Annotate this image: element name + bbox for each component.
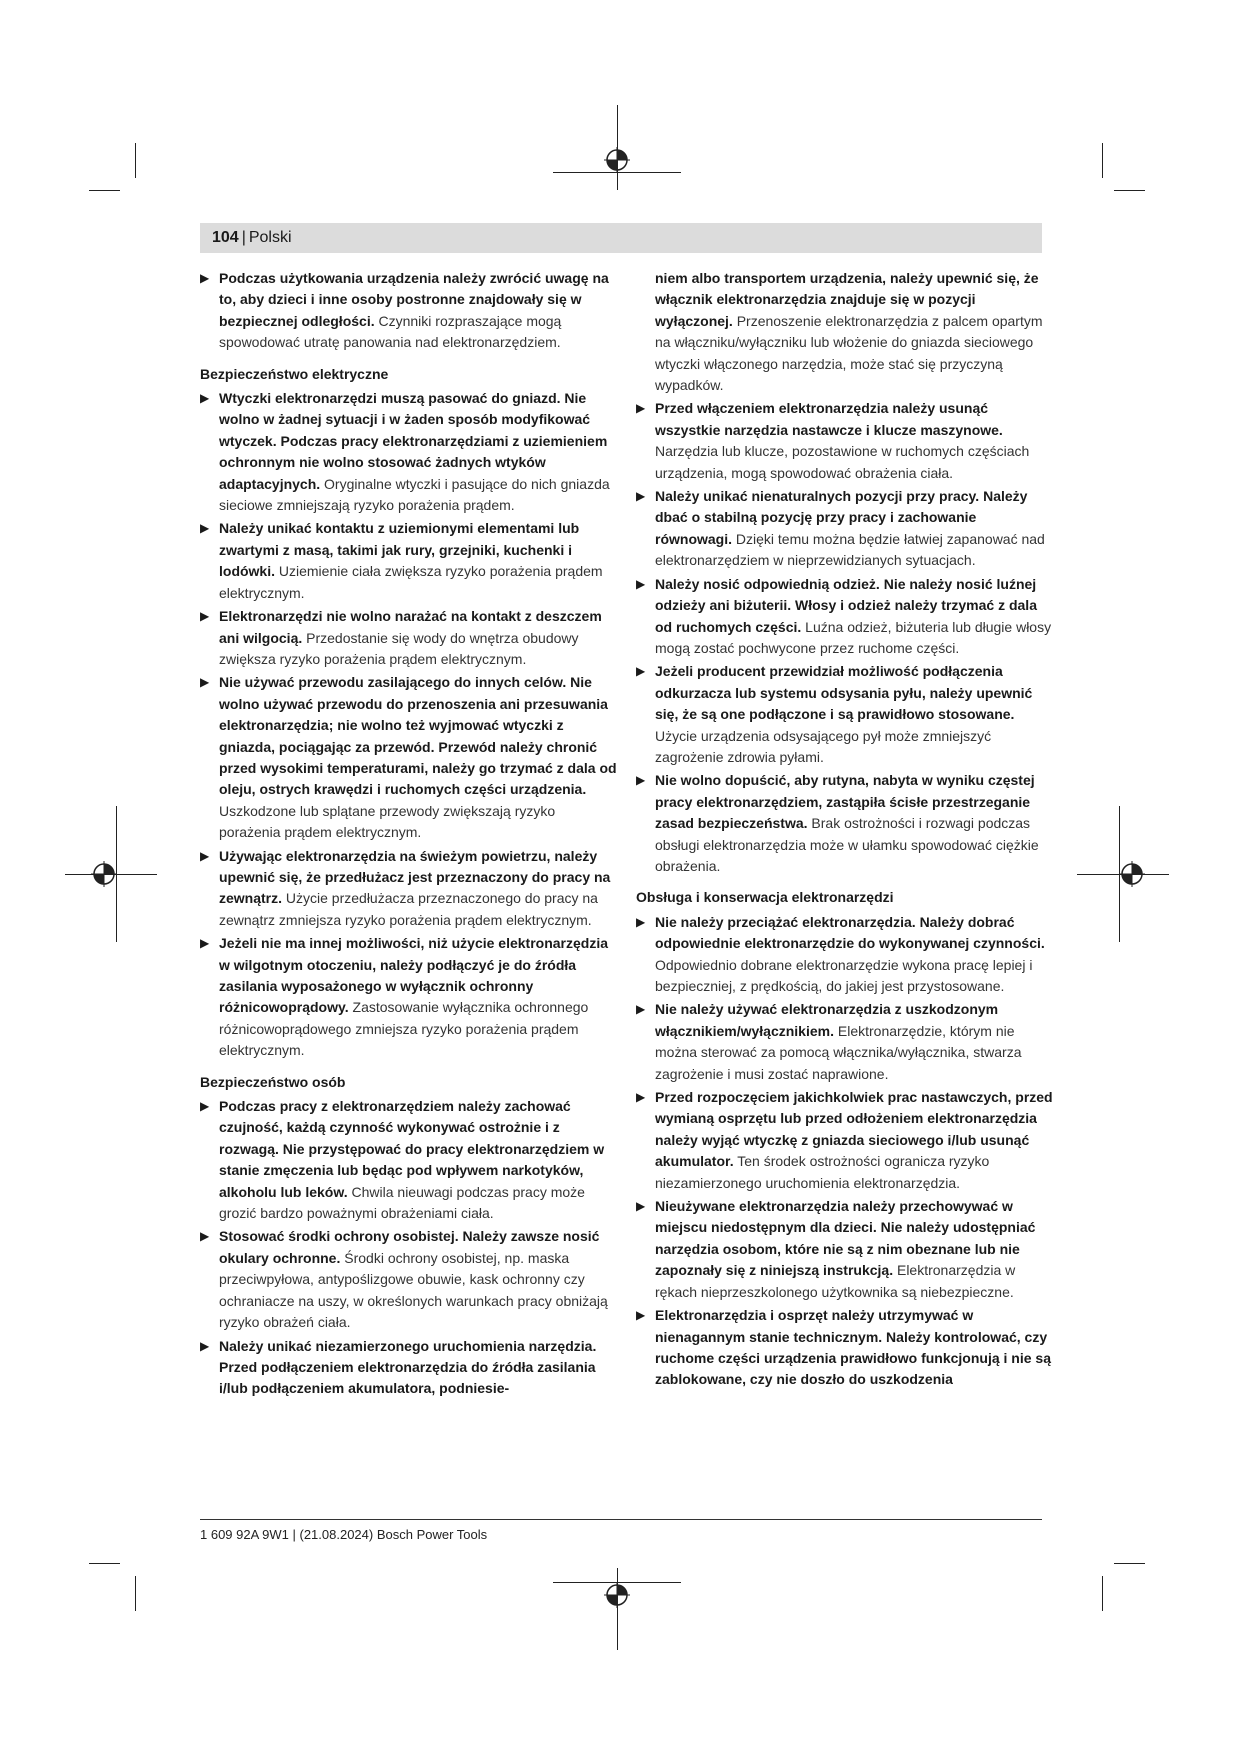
bullet-triangle-icon: ▶ <box>200 1229 210 1244</box>
bullet-triangle-icon: ▶ <box>636 489 646 504</box>
crop-mark-top-right-h <box>1114 190 1145 191</box>
crop-mark-bottom-right-h <box>1114 1563 1145 1564</box>
bullet-triangle-icon: ▶ <box>636 914 646 929</box>
safety-item <box>200 1226 618 1333</box>
safety-item-bold: Należy unikać nienaturalnych pozycji przy pracy. Należy dbać o stabilną pozycję przy pracy i zachowanie równowagi. <box>655 488 1028 547</box>
safety-item <box>636 912 1054 998</box>
safety-item <box>636 1196 1054 1303</box>
page-footer: 1 609 92A 9W1 | (21.08.2024) Bosch Power Tools <box>200 1527 488 1542</box>
registration-line-bottom-v <box>617 1568 618 1650</box>
registration-target-icon <box>91 861 117 887</box>
bullet-triangle-icon: ▶ <box>636 1002 646 1017</box>
safety-item <box>200 846 618 932</box>
page-number: 104 <box>212 229 239 246</box>
bullet-triangle-icon: ▶ <box>200 609 210 624</box>
safety-item-bold: Nie należy przeciążać elektronarzędzia. Należy dobrać odpowiednie elektronarzędzie do wykonywanej czynności. <box>655 913 1045 952</box>
crop-mark-bottom-right-v <box>1102 1576 1103 1611</box>
bullet-triangle-icon: ▶ <box>200 521 210 536</box>
safety-item <box>636 1087 1054 1194</box>
bullet-triangle-icon: ▶ <box>200 936 210 951</box>
safety-item-text: Przedostanie się wody do wnętrza obudowy zwiększa ryzyko porażenia prądem elektrycznym. <box>219 629 579 667</box>
safety-item-text: Oryginalne wtyczki i pasujące do nich gniazda sieciowe zmniejszają ryzyko porażenia prądem. <box>219 475 610 514</box>
safety-item-text: Użycie urządzenia odsysającego pył może zmniejszyć zagrożenie zdrowia pyłami. <box>655 727 992 765</box>
safety-item-bold: Należy unikać niezamierzonego uruchomienia narzędzia. Przed podłączeniem elektronarzędzia do źródła zasilania i/lub podłączeniem akumulatora, podniesie- <box>219 1337 597 1397</box>
right-column <box>636 268 1054 1393</box>
safety-item-bold: Elektronarzędzia i osprzęt należy utrzymywać w nienagannym stanie technicznym. Należy kontrolować, czy ruchome części urządzenia prawidłowo funkcjonują i nie są zablokowane, czy nie doszło do uszkodzenia <box>655 1307 1051 1388</box>
header-separator: | <box>241 229 246 246</box>
safety-item <box>200 388 618 516</box>
safety-item-text: Odpowiednio dobrane elektronarzędzie wykona pracę lepiej i bezpieczniej, z prędkością, do jakiej jest przystosowane. <box>655 956 1033 994</box>
safety-item-bold: Nie należy używać elektronarzędzia z uszkodzonym włącznikiem/wyłącznikiem. <box>655 1001 999 1039</box>
safety-item-bold: niem albo transportem urządzenia, należy upewnić się, że włącznik elektronarzędzia znajduje się w pozycji wyłączonej. <box>655 270 1039 329</box>
safety-item-bold: Przed rozpoczęciem jakichkolwiek prac nastawczych, przed wymianą osprzętu lub przed odłożeniem elektronarzędzia należy wyjąć wtyczkę z gniazda sieciowego i/lub usunąć akumulator. <box>655 1089 1053 1170</box>
safety-item-bold: Podczas użytkowania urządzenia należy zwrócić uwagę na to, aby dzieci i inne osoby postronne znajdowały się w bezpiecznej odległości. <box>219 270 609 329</box>
safety-item-bold: Należy nosić odpowiednią odzież. Nie należy nosić luźnej odzieży ani biżuterii. Włosy i odzież należy trzymać z dala od ruchomych części. <box>655 575 1037 635</box>
safety-item-bold: Stosować środki ochrony osobistej. Należy zawsze nosić okulary ochronne. <box>219 1228 600 1266</box>
crop-mark-top-left-v <box>135 143 136 178</box>
safety-item-text: Środki ochrony osobistej, np. maska przeciwpyłowa, antypoślizgowe obuwie, kask ochronny czy ochraniacze na uszy, w określonych warunkach pracy obniżają ryzyko obrażeń ciała. <box>219 1249 608 1331</box>
safety-item <box>636 574 1054 660</box>
safety-item-text: Dzięki temu można będzie łatwiej zapanować nad elektronarzędziem w nieprzewidzianych sytuacjach. <box>655 530 1045 569</box>
safety-item <box>200 1096 618 1224</box>
bullet-triangle-icon: ▶ <box>200 1099 210 1114</box>
safety-item <box>200 606 618 670</box>
bullet-triangle-icon: ▶ <box>636 773 646 788</box>
safety-item <box>200 518 618 604</box>
safety-item <box>636 486 1054 572</box>
safety-item-bold: Nieużywane elektronarzędzia należy przechowywać w miejscu niedostępnym dla dzieci. Nie należy udostępniać narzędzia osobom, które nie są z nim obeznane lub nie zapoznały się z niniejszą instrukcją. <box>655 1198 1036 1279</box>
bullet-triangle-icon: ▶ <box>636 401 646 416</box>
header-language: Polski <box>248 229 292 246</box>
safety-item <box>200 933 618 1061</box>
bullet-triangle-icon: ▶ <box>200 675 210 690</box>
safety-item-text: Elektronarzędzia w rękach nieprzeszkolonego użytkownika są niebezpieczne. <box>655 1262 1016 1300</box>
bullet-triangle-icon: ▶ <box>200 271 210 285</box>
safety-item-text: Przenoszenie elektronarzędzia z palcem opartym na włączniku/wyłączniku lub włożenie do gniazda sieciowego wtyczki włączonego narzędzia, może stać się przyczyną wypadków. <box>655 312 1043 394</box>
safety-item-text: Uszkodzone lub splątane przewody zwiększają ryzyko porażenia prądem elektrycznym. <box>219 802 556 841</box>
safety-item-text: Elektronarzędzie, którym nie można sterować za pomocą włącznika/wyłącznika, stwarza zagrożenie i musi zostać naprawione. <box>655 1022 1022 1082</box>
safety-item-text: Uziemienie ciała zwiększa ryzyko porażenia prądem elektrycznym. <box>219 563 603 601</box>
safety-item-text: Brak ostrożności i rozwagi podczas obsługi elektronarzędzia może w ułamku spowodować ciężkie obrażenia. <box>655 815 1039 874</box>
page-header <box>200 223 1042 253</box>
safety-item <box>636 1305 1054 1391</box>
safety-item-bold: Nie wolno dopuścić, aby rutyna, nabyta w wyniku częstej pracy elektronarzędziem, zastąpiła ścisłe przestrzeganie zasad bezpieczeństwa. <box>655 772 1035 832</box>
safety-item-bold: Używając elektronarzędzia na świeżym powietrzu, należy upewnić się, że przedłużacz jest przeznaczony do pracy na zewnątrz. <box>219 847 611 907</box>
safety-item-text: Luźna odzież, biżuteria lub długie włosy mogą zostać pochwycone przez ruchome części. <box>655 618 1052 656</box>
safety-item <box>636 268 1054 396</box>
safety-item-text: Użycie przedłużacza przeznaczonego do pracy na zewnątrz zmniejsza ryzyko porażenia prądem elektrycznym. <box>219 890 598 928</box>
bullet-triangle-icon: ▶ <box>200 848 210 863</box>
footer-rule <box>200 1519 1042 1520</box>
safety-item-text: Zastosowanie wyłącznika ochronnego różnicowoprądowego zmniejsza ryzyko porażenia prądem elektrycznym. <box>219 999 589 1059</box>
safety-item <box>636 999 1054 1085</box>
safety-item <box>636 770 1054 877</box>
safety-item-bold: Elektronarzędzi nie wolno narażać na kontakt z deszczem ani wilgocią. <box>219 608 602 646</box>
bullet-triangle-icon: ▶ <box>636 1090 646 1105</box>
left-column <box>200 268 618 1402</box>
registration-target-icon <box>604 147 630 173</box>
bullet-triangle-icon: ▶ <box>636 1308 646 1323</box>
safety-item <box>200 268 618 354</box>
safety-item <box>636 661 1054 768</box>
section-heading: Bezpieczeństwo osób <box>200 1073 346 1090</box>
safety-item-text: Narzędzia lub klucze, pozostawione w ruchomych częściach urządzenia, mogą spowodować obrażenia ciała. <box>655 443 1030 481</box>
bullet-triangle-icon: ▶ <box>636 664 646 679</box>
crop-mark-top-right-v <box>1102 143 1103 178</box>
section-heading: Bezpieczeństwo elektryczne <box>200 365 389 382</box>
crop-mark-bottom-left-v <box>135 1576 136 1611</box>
bullet-triangle-icon: ▶ <box>200 1338 210 1353</box>
safety-item <box>200 1336 618 1400</box>
registration-target-icon <box>1119 861 1145 887</box>
bullet-triangle-icon: ▶ <box>636 576 646 591</box>
bullet-triangle-icon: ▶ <box>636 1199 646 1214</box>
crop-mark-bottom-left-h <box>89 1563 120 1564</box>
section-heading: Obsługa i konserwacja elektronarzędzi <box>636 889 894 906</box>
safety-item-bold: Przed włączeniem elektronarzędzia należy usunąć wszystkie narzędzia nastawcze i klucze maszynowe. <box>655 400 1003 438</box>
crop-mark-top-left-h <box>89 190 120 191</box>
safety-item-bold: Nie używać przewodu zasilającego do innych celów. Nie wolno używać przewodu do przenoszenia ani przesuwania elektronarzędzia; nie wolno też wyjmować wtyczki z gniazda, pociągając za przewód. Przewód należy chronić przed wysokimi temperaturami, należy go trzymać z dala od oleju, ostrych krawędzi i ruchomych części urządzenia. <box>219 674 617 798</box>
safety-item-text: Chwila nieuwagi podczas pracy może grozić bardzo poważnymi obrażeniami ciała. <box>219 1183 585 1222</box>
safety-item-bold: Jeżeli producent przewidział możliwość podłączenia odkurzacza lub systemu odsysania pyłu, należy upewnić się, że są one podłączone i są prawidłowo stosowane. <box>655 663 1033 723</box>
safety-item-bold: Podczas pracy z elektronarzędziem należy zachować czujność, każdą czynność wykonywać ostrożnie i z rozwagą. Nie przystępować do pracy elektronarzędziem w stanie zmęczenia lub będąc pod wpływem narkotyków, alkoholu lub leków. <box>219 1098 605 1200</box>
safety-item <box>200 672 618 843</box>
safety-item-bold: Wtyczki elektronarzędzi muszą pasować do gniazd. Nie wolno w żadnej sytuacji i w żaden sposób modyfikować wtyczek. Podczas pracy elektronarzędziami z uziemieniem ochronnym nie wolno stosować żadnych wtyków adaptacyjnych. <box>219 390 608 492</box>
safety-item <box>636 398 1054 484</box>
registration-target-icon <box>604 1582 630 1608</box>
safety-item-text: Ten środek ostrożności ogranicza ryzyko niezamierzonego uruchomienia elektronarzędzia. <box>655 1153 990 1191</box>
safety-item-bold: Jeżeli nie ma innej możliwości, niż użycie elektronarzędzia w wilgotnym otoczeniu, należy podłączyć je do źródła zasilania wyposażonego w wyłącznik ochronny różnicowoprądowy. <box>219 935 609 1016</box>
safety-item-text: Czynniki rozpraszające mogą spowodować utratę panowania nad elektronarzędziem. <box>219 312 562 351</box>
bullet-triangle-icon: ▶ <box>200 391 210 406</box>
safety-item-bold: Należy unikać kontaktu z uziemionymi elementami lub zwartymi z masą, takimi jak rury, grzejniki, kuchenki i lodówki. <box>219 520 580 580</box>
